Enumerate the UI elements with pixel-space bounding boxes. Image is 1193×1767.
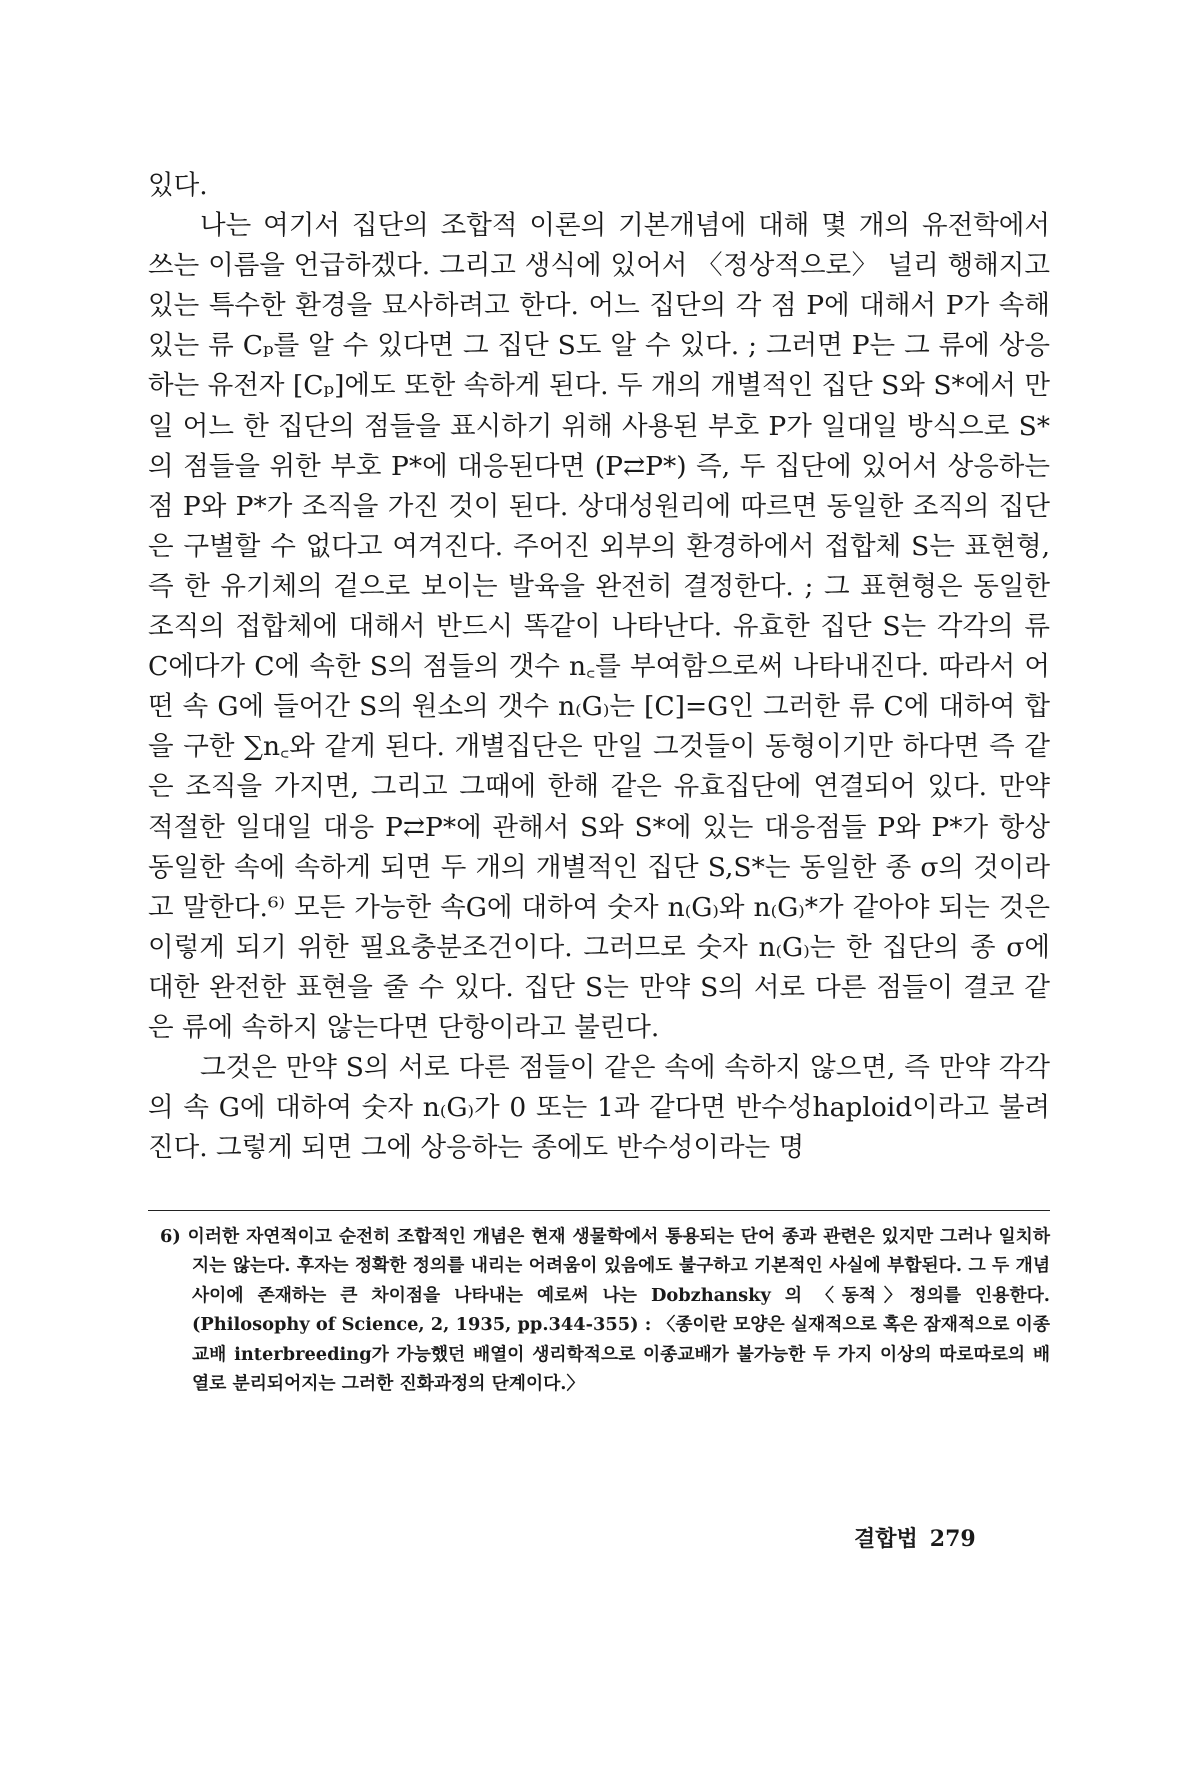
paragraph-continuation: 있다. xyxy=(148,170,208,201)
running-title: 결합법 xyxy=(854,1526,918,1552)
paragraph-combinatorial-theory: 나는 여기서 집단의 조합적 이론의 기본개념에 대해 몇 개의 유전학에서 쓰는 이름을 언급하겠다. 그리고 생식에 있어서 〈정상적으로〉 널리 행해지고 있는 특수한 환경을 묘사하려고 한다. 어느 집단의 각 점 P에 대해서 P가 속해 있는 류 Cₚ를 알 수 있다면 그 집단 S도 알 수 있다. ; 그러면 P는 그 류에 상응하는 유전자 [Cₚ]에도 또한 속하게 된다. 두 개의 개별적인 집단 S와 S*에서 만일 어느 한 집단의 점들을 표시하기 위해 사용된 부호 P가 일대일 방식으로 S*의 점들을 위한 부호 P*에 대응된다면 (P⇄P*) 즉, 두 집단에 있어서 상응하는 점 P와 P*가 조직을 가진 것이 된다. 상대성원리에 따르면 동일한 조직의 집단은 구별할 수 없다고 여겨진다. 주어진 외부의 환경하에서 접합체 S는 표현형, 즉 한 유기체의 겉으로 보이는 발육을 완전히 결정한다. ; 그 표현형은 동일한 조직의 접합체에 대해서 반드시 똑같이 나타난다. 유효한 집단 S는 각각의 류 C에다가 C에 속한 S의 점들의 갯수 n꜀를 부여함으로써 나타내진다. 따라서 어떤 속 G에 들어간 S의 원소의 갯수 n₍G₎는 [C]=G인 그러한 류 C에 대하여 합을 구한 ∑n꜀와 같게 된다. 개별집단은 만일 그것들이 동형이기만 하다면 즉 같은 조직을 가지면, 그리고 그때에 한해 같은 유효집단에 연결되어 있다. 만약 적절한 일대일 대응 P⇄P*에 관해서 S와 S*에 있는 대응점들 P와 P*가 항상 동일한 속에 속하게 되면 두 개의 개별적인 집단 S,S*는 동일한 종 σ의 것이라고 말한다.⁶⁾ 모든 가능한 속G에 대하여 숫자 n₍G₎와 n₍G₎*가 같아야 되는 것은 이렇게 되기 위한 필요충분조건이다. 그러므로 숫자 n₍G₎는 한 집단의 종 σ에 대한 완전한 표현을 줄 수 있다. 집단 S는 만약 S의 서로 다른 점들이 결코 같은 류에 속하지 않는다면 단항이라고 불린다. xyxy=(148,210,1050,1043)
footnotes xyxy=(160,1222,1050,1398)
page-footer xyxy=(842,1522,976,1553)
footnote-6: 6) 이러한 자연적이고 순전히 조합적인 개념은 현재 생물학에서 통용되는 단어 종과 관련은 있지만 그러나 일치하지는 않는다. 후자는 정확한 정의를 내리는 어려움이 있음에도 불구하고 기본적인 사실에 부합된다. 그 두 개념사이에 존재하는 큰 차이점을 나타내는 예로써 나는 Dobzhansky 의 〈동적〉정의를 인용한다. (Philosophy of Science, 2, 1935, pp.344-355) : 〈종이란 모양은 실재적으로 혹은 잠재적으로 이종교배 interbreeding가 가능했던 배열이 생리학적으로 이종교배가 불가능한 두 가지 이상의 따로따로의 배열로 분리되어지는 그러한 진화과정의 단계이다.〉 xyxy=(160,1226,1050,1395)
page-number: 279 xyxy=(929,1526,976,1552)
main-text xyxy=(148,166,1050,1168)
paragraph-haploid: 그것은 만약 S의 서로 다른 점들이 같은 속에 속하지 않으면, 즉 만약 각각의 속 G에 대하여 숫자 n₍G₎가 0 또는 1과 같다면 반수성haploid이라고 불려진다. 그렇게 되면 그에 상응하는 종에도 반수성이라는 명 xyxy=(148,1052,1050,1164)
footnote-divider xyxy=(148,1210,1050,1211)
